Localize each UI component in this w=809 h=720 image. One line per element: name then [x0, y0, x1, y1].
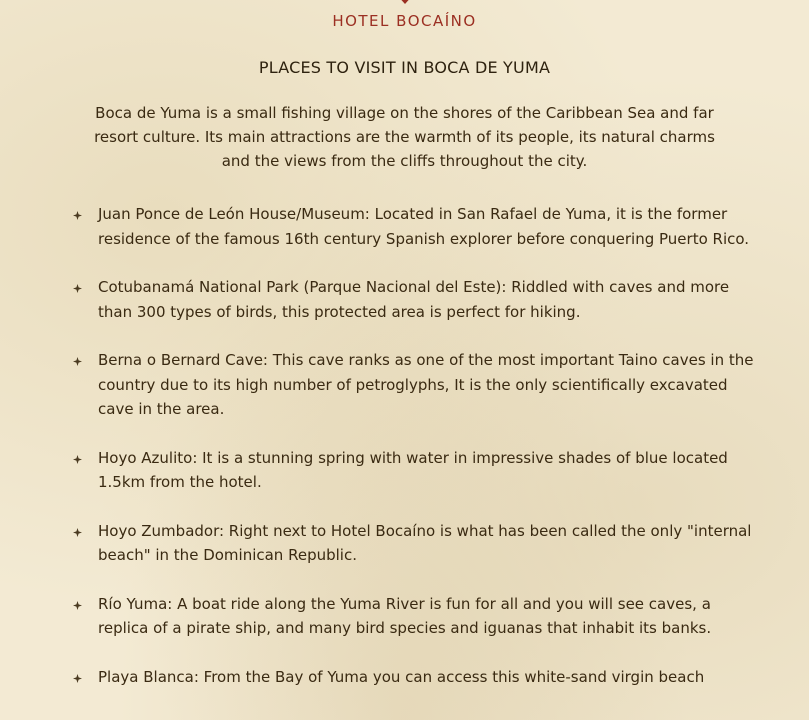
place-text: Juan Ponce de León House/Museum: Located in San Rafael de Yuma, it is the former residence of the famous 16th century Spanish explorer before conquering Puerto Rico.: [98, 205, 750, 248]
list-item: [70, 592, 760, 641]
list-item: [70, 519, 760, 568]
place-text: Cotubanamá National Park (Parque Nacional del Este): Riddled with caves and more than 300 types of birds, this protected area is perfect for hiking.: [98, 278, 730, 321]
places-list: [70, 202, 760, 713]
diamond-bullet-icon: [73, 674, 82, 683]
diamond-bullet-icon: [73, 601, 82, 610]
list-item: [70, 202, 760, 251]
list-item: [70, 665, 760, 690]
intro-paragraph: Boca de Yuma is a small fishing village on the shores of the Caribbean Sea and far resort culture. Its main attractions are the warmth of its people, its natural charms and the views from the cliffs throughout the city.: [94, 104, 715, 170]
place-text: Hoyo Azulito: It is a stunning spring with water in impressive shades of blue located 1.5km from the hotel.: [98, 448, 728, 491]
list-item: [70, 275, 760, 324]
diamond-bullet-icon: [73, 357, 82, 366]
place-text: Hoyo Zumbador: Right next to Hotel Bocaíno is what has been called the only "internal beach" in the Dominican Republic.: [98, 521, 752, 564]
list-item: [70, 446, 760, 495]
hotel-name: HOTEL BOCAÍNO: [332, 12, 477, 30]
place-text: Río Yuma: A boat ride along the Yuma River is fun for all and you will see caves, a replica of a pirate ship, and many bird species and iguanas that inhabit its banks.: [98, 594, 712, 637]
list-item: [70, 348, 760, 422]
page-title: PLACES TO VISIT IN BOCA DE YUMA: [258, 58, 551, 77]
diamond-bullet-icon: [73, 211, 82, 220]
diamond-bullet-icon: [73, 284, 82, 293]
diamond-bullet-icon: [73, 455, 82, 464]
place-text: Berna o Bernard Cave: This cave ranks as one of the most important Taino caves in the country due to its high number of petroglyphs, It is the only scientifically excavated cave in the area.: [98, 351, 754, 418]
place-text: Playa Blanca: From the Bay of Yuma you can access this white-sand virgin beach: [98, 667, 705, 686]
hotel-logo-icon: [394, 0, 416, 6]
diamond-bullet-icon: [73, 528, 82, 537]
